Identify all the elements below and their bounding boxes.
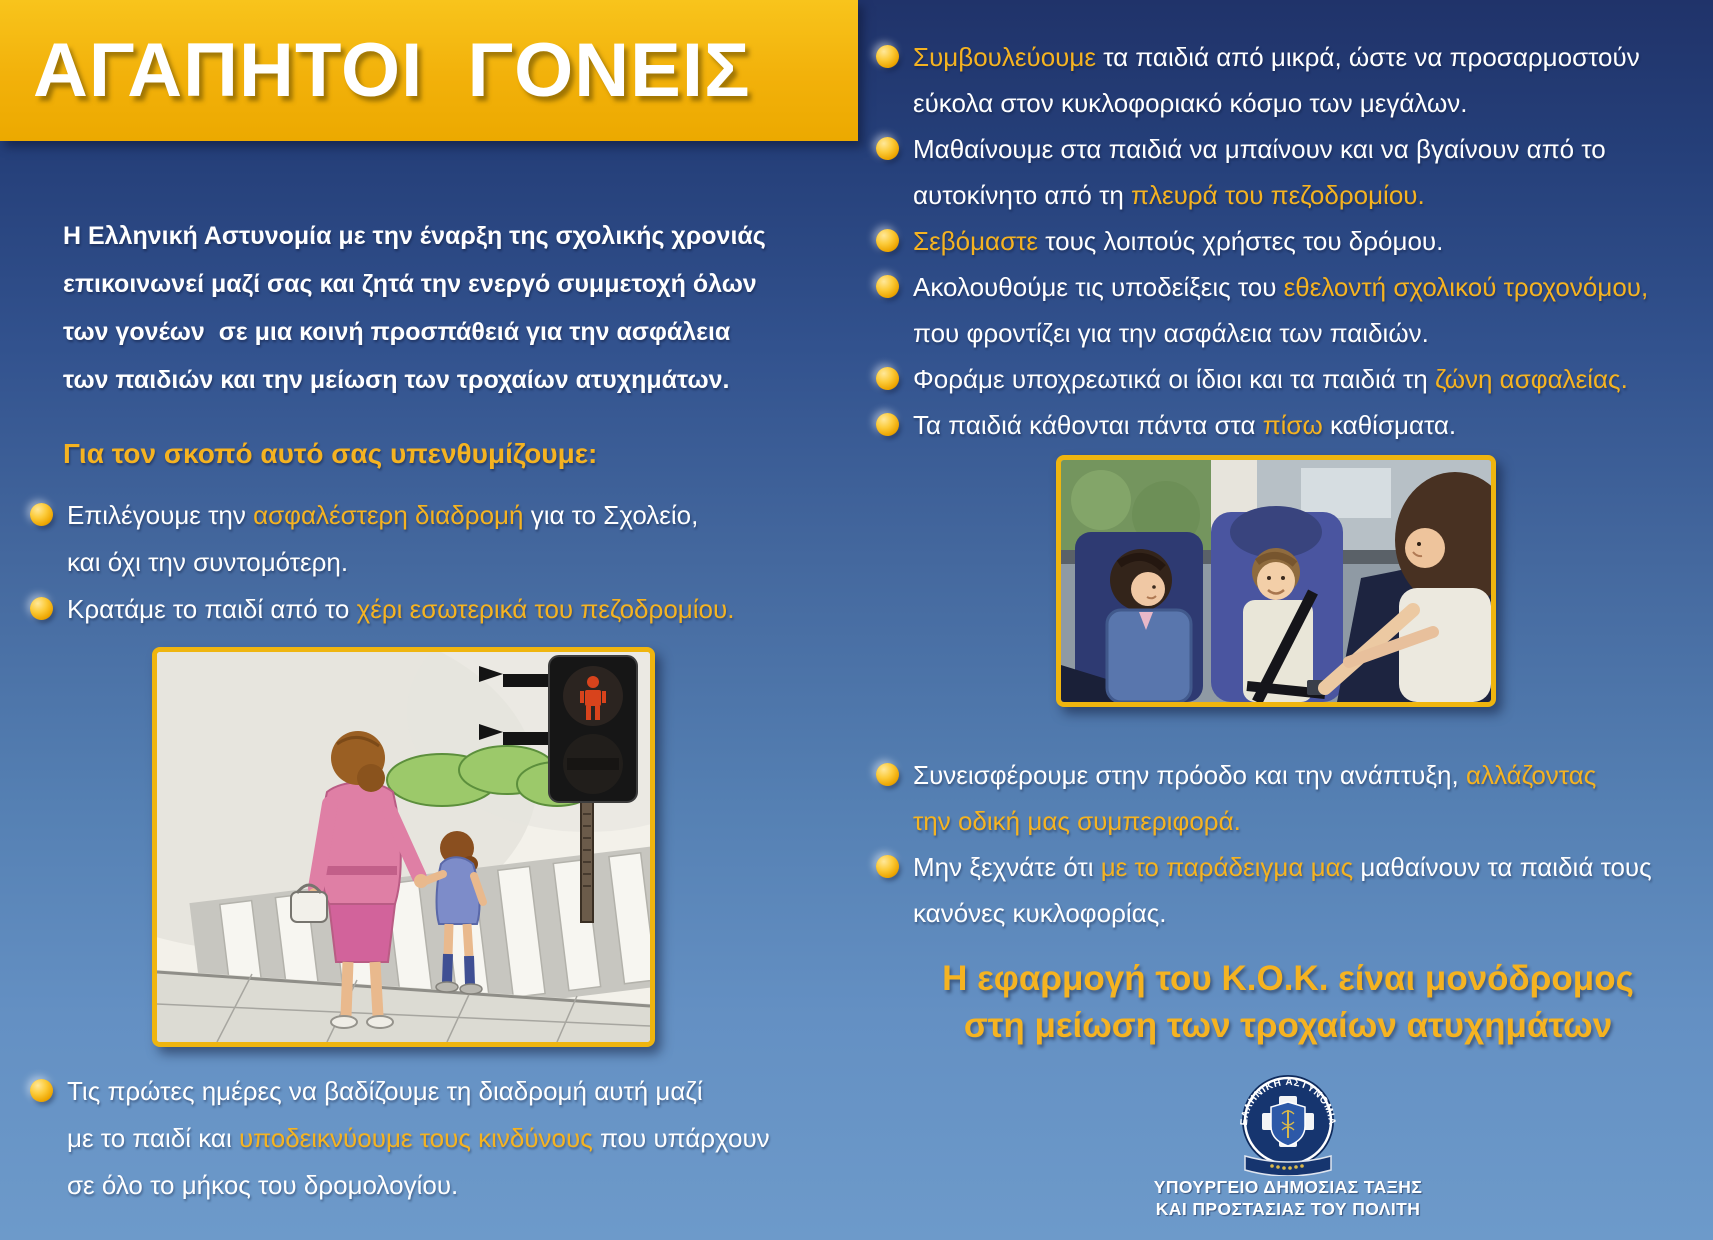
bullet-sphere-icon bbox=[30, 597, 53, 620]
crossing-illustration bbox=[152, 647, 655, 1047]
bullet-sphere-icon bbox=[876, 275, 899, 298]
closing-line: Η εφαρμογή του Κ.Ο.Κ. είναι μονόδρομος bbox=[942, 959, 1634, 998]
bullet-sphere-icon bbox=[876, 855, 899, 878]
ministry-line: ΥΠΟΥΡΓΕΙΟ ΔΗΜΟΣΙΑΣ ΤΑΞΗΣ bbox=[1153, 1177, 1423, 1197]
closing-heading bbox=[876, 955, 1700, 1049]
bullet-text: Συμβουλεύουμε τα παιδιά από μικρά, ώστε να προσαρμοστούν εύκολα στον κυκλοφοριακό κόσμο των μεγάλων. bbox=[913, 42, 1640, 118]
bullet-sphere-icon bbox=[876, 137, 899, 160]
list-item bbox=[876, 218, 1706, 264]
bullet-text: Μαθαίνουμε στα παιδιά να μπαίνουν και να βγαίνουν από το αυτοκίνητο από τη πλευρά του πεζοδρομίου. bbox=[913, 134, 1606, 210]
reminder-heading: Για τον σκοπό αυτό σας υπενθυμίζουμε: bbox=[63, 438, 598, 469]
intro-paragraph bbox=[63, 212, 766, 404]
left-bullet-list-bottom bbox=[30, 1068, 790, 1209]
bullet-sphere-icon bbox=[876, 45, 899, 68]
ministry-footer bbox=[876, 1176, 1700, 1220]
right-bullet-list-top bbox=[876, 34, 1706, 448]
bullet-text: Επιλέγουμε την ασφαλέστερη διαδρομή για το Σχολείο, και όχι την συντομότερη. bbox=[67, 500, 699, 577]
logo-ring-text: ΕΛΛΗΝΙΚΗ ΑΣΤΥΝΟΜΙΑ bbox=[1238, 1076, 1338, 1127]
closing-line: στη μείωση των τροχαίων ατυχημάτων bbox=[963, 1006, 1613, 1045]
list-item bbox=[30, 492, 770, 586]
bullet-text: Συνεισφέρουμε στην πρόοδο και την ανάπτυξη, αλλάζοντας την οδική μας συμπεριφορά. bbox=[913, 760, 1597, 836]
list-item bbox=[30, 586, 770, 633]
right-bullet-list-bottom bbox=[876, 752, 1706, 936]
list-item bbox=[876, 844, 1706, 936]
hellenic-police-logo bbox=[1232, 1074, 1344, 1176]
police-emblem-icon bbox=[1232, 1074, 1344, 1176]
intro-line: επικοινωνεί μαζί σας και ζητά την ενεργό συμμετοχή όλων bbox=[63, 270, 757, 298]
intro-line: των γονέων σε μια κοινή προσπάθειά για την ασφάλεια bbox=[63, 318, 731, 346]
bullet-text: Φοράμε υποχρεωτικά οι ίδιοι και τα παιδιά τη ζώνη ασφαλείας. bbox=[913, 364, 1628, 394]
list-item bbox=[876, 356, 1706, 402]
bullet-sphere-icon bbox=[30, 1079, 53, 1102]
bullet-text: Σεβόμαστε τους λοιπούς χρήστες του δρόμου. bbox=[913, 226, 1444, 256]
page-title: ΑΓΑΠΗΤΟΙ ΓΟΝΕΙΣ bbox=[33, 28, 751, 113]
bullet-text: Ακολουθούμε τις υποδείξεις του εθελοντή σχολικού τροχονόμου, που φροντίζει για την ασφάλεια των παιδιών. bbox=[913, 272, 1649, 348]
title-banner bbox=[0, 0, 858, 141]
list-item bbox=[876, 34, 1706, 126]
left-bullet-list-top bbox=[30, 492, 770, 633]
intro-line: Η Ελληνική Αστυνομία με την έναρξη της σχολικής χρονιάς bbox=[63, 222, 766, 250]
list-item bbox=[876, 752, 1706, 844]
list-item bbox=[876, 264, 1706, 356]
seatbelt-photo-image bbox=[1061, 460, 1491, 702]
intro-line: των παιδιών και την μείωση των τροχαίων ατυχημάτων. bbox=[63, 366, 730, 394]
list-item bbox=[876, 402, 1706, 448]
bullet-sphere-icon bbox=[876, 229, 899, 252]
list-item bbox=[876, 126, 1706, 218]
crossing-illustration-drawing bbox=[157, 652, 650, 1042]
bullet-text: Τα παιδιά κάθονται πάντα στα πίσω καθίσματα. bbox=[913, 410, 1457, 440]
bullet-text: Μην ξεχνάτε ότι με το παράδειγμα μας μαθαίνουν τα παιδιά τους κανόνες κυκλοφορίας. bbox=[913, 852, 1652, 928]
seatbelt-photo bbox=[1056, 455, 1496, 707]
bullet-sphere-icon bbox=[876, 763, 899, 786]
bullet-text: Κρατάμε το παιδί από το χέρι εσωτερικά του πεζοδρομίου. bbox=[67, 594, 735, 624]
bullet-text: Τις πρώτες ημέρες να βαδίζουμε τη διαδρομή αυτή μαζί με το παιδί και υποδεικνύουμε τους κινδύνους που υπάρχουν σε όλο το μήκος του δρομολογίου. bbox=[67, 1076, 770, 1200]
bullet-sphere-icon bbox=[876, 367, 899, 390]
bullet-sphere-icon bbox=[876, 413, 899, 436]
ministry-line: ΚΑΙ ΠΡΟΣΤΑΣΙΑΣ ΤΟΥ ΠΟΛΙΤΗ bbox=[1155, 1199, 1421, 1219]
bullet-sphere-icon bbox=[30, 503, 53, 526]
list-item bbox=[30, 1068, 790, 1209]
